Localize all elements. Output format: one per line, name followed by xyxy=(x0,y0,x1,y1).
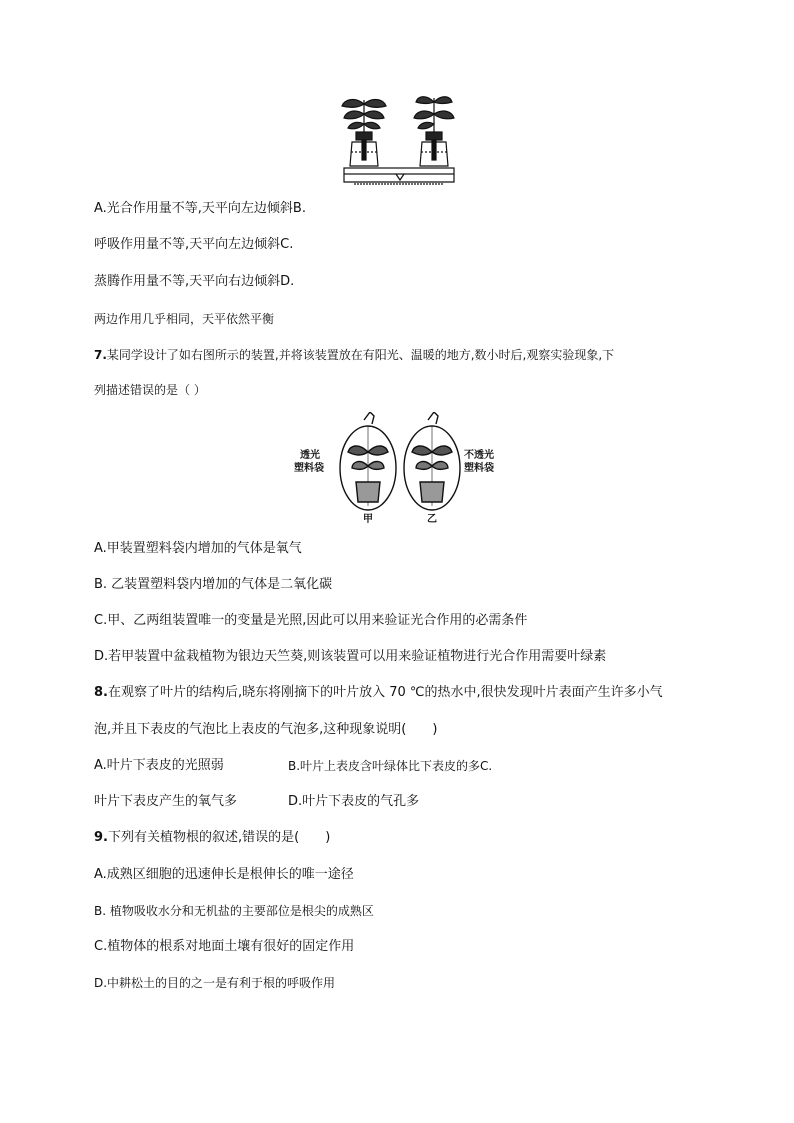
q7-stem-line-2: 列描述错误的是（ ） xyxy=(94,383,206,397)
right-bag-label-2: 塑料袋 xyxy=(464,463,494,474)
q8-option-c-cont: 叶片下表皮产生的氧气多 xyxy=(94,794,238,809)
left-bag-label-1: 透光 xyxy=(300,450,320,461)
q7-number: 7. xyxy=(94,348,107,362)
caption-jia: 甲 xyxy=(363,514,373,525)
right-bag-label-1: 不透光 xyxy=(464,450,494,461)
q8-option-d: D.叶片下表皮的气孔多 xyxy=(288,794,420,809)
q7-option-b: B. 乙装置塑料袋内增加的气体是二氧化碳 xyxy=(94,577,333,592)
q9-stem-text: 下列有关植物根的叙述,错误的是( ) xyxy=(107,830,331,845)
q8-stem-line-1 xyxy=(94,684,663,702)
q9-option-c: C.植物体的根系对地面土壤有很好的固定作用 xyxy=(94,939,355,954)
caption-yi: 乙 xyxy=(427,514,437,525)
left-bag-label-2: 塑料袋 xyxy=(294,463,324,474)
q7-option-a: A.甲装置塑料袋内增加的气体是氧气 xyxy=(94,541,302,556)
q6-option-line-2: 呼吸作用量不等,天平向左边倾斜C. xyxy=(94,237,294,252)
bags-figure xyxy=(294,412,500,530)
q9-option-a: A.成熟区细胞的迅速伸长是根伸长的唯一途径 xyxy=(94,867,354,882)
q7-stem-line-1 xyxy=(94,346,614,364)
balance-plants-figure xyxy=(334,92,462,192)
q7-stem-text-1: 某同学设计了如右图所示的装置,并将该装置放在有阳光、温暖的地方,数小时后,观察实验现象,下 xyxy=(106,348,615,362)
q6-option-line-1: A.光合作用量不等,天平向左边倾斜B. xyxy=(94,201,306,216)
q9-number: 9. xyxy=(94,830,108,845)
q7-option-d: D.若甲装置中盆栽植物为银边天竺葵,则该装置可以用来验证植物进行光合作用需要叶绿素 xyxy=(94,649,607,664)
q9-option-b: B. 植物吸收水分和无机盐的主要部位是根尖的成熟区 xyxy=(94,904,374,918)
q8-option-a: A.叶片下表皮的光照弱 xyxy=(94,758,224,773)
q8-number: 8. xyxy=(94,685,108,700)
q9-option-d: D.中耕松土的目的之一是有利于根的呼吸作用 xyxy=(94,976,336,990)
q6-option-line-3: 蒸腾作用量不等,天平向右边倾斜D. xyxy=(94,274,295,289)
q7-option-c: C.甲、乙两组装置唯一的变量是光照,因此可以用来验证光合作用的必需条件 xyxy=(94,613,528,628)
q8-stem-line-2: 泡,并且下表皮的气泡比上表皮的气泡多,这种现象说明( ) xyxy=(94,722,438,737)
q8-option-bc: B.叶片上表皮含叶绿体比下表皮的多C. xyxy=(288,759,493,773)
q6-option-line-4: 两边作用几乎相同，天平依然平衡 xyxy=(94,312,275,326)
bags-drawing xyxy=(332,412,462,512)
q9-stem xyxy=(94,829,330,847)
q8-stem-text-1: 在观察了叶片的结构后,晓东将刚摘下的叶片放入 70 ℃的热水中,很快发现叶片表面产生许多小气 xyxy=(107,685,663,700)
